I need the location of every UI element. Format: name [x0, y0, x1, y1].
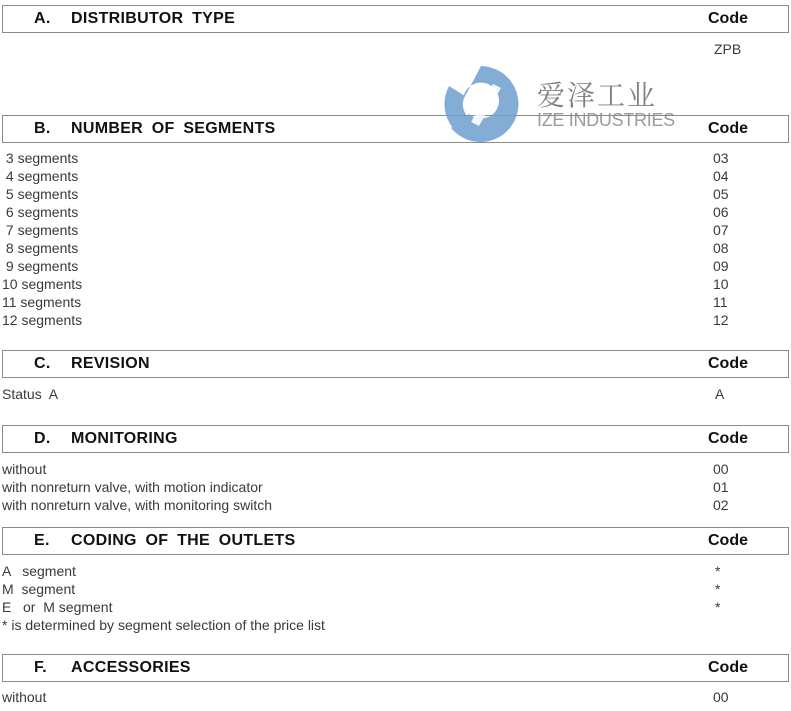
- code-value: 05: [713, 186, 729, 202]
- code-value: 08: [713, 240, 729, 256]
- section-b-row: [0, 167, 791, 185]
- option-label: without: [2, 689, 47, 705]
- section-letter: B.: [34, 120, 51, 137]
- section-e-row: [0, 562, 791, 580]
- code-column-header: Code: [708, 355, 748, 372]
- section-b-row: [0, 239, 791, 257]
- section-f-header: [2, 654, 789, 682]
- option-label: 4 segments: [2, 168, 79, 184]
- footnote-text: * is determined by segment selection of the price list: [2, 617, 325, 633]
- section-b-row: [0, 185, 791, 203]
- code-value: 00: [713, 689, 729, 705]
- option-label: 5 segments: [2, 186, 79, 202]
- code-value: 00: [713, 461, 729, 477]
- section-e-row: [0, 598, 791, 616]
- section-title: CODING OF THE OUTLETS: [71, 532, 296, 549]
- section-title: MONITORING: [71, 430, 178, 447]
- option-label: without: [2, 461, 47, 477]
- code-value: 06: [713, 204, 729, 220]
- section-a-header: [2, 5, 789, 33]
- option-label: 7 segments: [2, 222, 79, 238]
- option-label: E or M segment: [2, 599, 113, 615]
- code-column-header: Code: [708, 10, 748, 27]
- option-label: 12 segments: [2, 312, 83, 328]
- code-value: 04: [713, 168, 729, 184]
- code-value: 02: [713, 497, 729, 513]
- section-e-header: [2, 527, 789, 555]
- section-d-row: [0, 460, 791, 478]
- section-d-row: [0, 496, 791, 514]
- section-c-header: [2, 350, 789, 378]
- code-value: 11: [713, 294, 728, 310]
- code-value: *: [715, 563, 721, 579]
- option-label: A segment: [2, 563, 76, 579]
- option-label: 10 segments: [2, 276, 83, 292]
- section-letter: F.: [34, 659, 48, 676]
- code-value: ZPB: [714, 41, 742, 57]
- section-f-row: [0, 688, 791, 706]
- code-value: A: [715, 386, 725, 402]
- option-label: 3 segments: [2, 150, 79, 166]
- section-b-row: [0, 221, 791, 239]
- section-a-row: [0, 40, 791, 58]
- section-c-row: [0, 385, 791, 403]
- section-e-row: [0, 580, 791, 598]
- option-label: 8 segments: [2, 240, 79, 256]
- code-value: *: [715, 581, 721, 597]
- section-e-note: [0, 616, 791, 634]
- option-label: 9 segments: [2, 258, 79, 274]
- watermark-chinese-text: 爱泽工业: [537, 79, 658, 112]
- option-label: M segment: [2, 581, 76, 597]
- section-d-row: [0, 478, 791, 496]
- option-label: with nonreturn valve, with monitoring switch: [2, 497, 273, 513]
- code-value: 03: [713, 150, 729, 166]
- section-b-header: [2, 115, 789, 143]
- option-label: with nonreturn valve, with motion indicator: [2, 479, 263, 495]
- option-label: Status A: [2, 386, 59, 402]
- section-b-row: [0, 203, 791, 221]
- section-title: NUMBER OF SEGMENTS: [71, 120, 276, 137]
- section-b-row: [0, 275, 791, 293]
- section-d-header: [2, 425, 789, 453]
- section-letter: D.: [34, 430, 51, 447]
- code-column-header: Code: [708, 120, 748, 137]
- code-value: 10: [713, 276, 729, 292]
- code-value: 09: [713, 258, 729, 274]
- section-letter: C.: [34, 355, 51, 372]
- section-title: REVISION: [71, 355, 150, 372]
- code-value: 01: [713, 479, 729, 495]
- section-b-row: [0, 293, 791, 311]
- code-column-header: Code: [708, 659, 748, 676]
- code-column-header: Code: [708, 532, 748, 549]
- watermark-english-text: IZE INDUSTRIES: [537, 110, 675, 130]
- code-value: *: [715, 599, 721, 615]
- section-b-row: [0, 311, 791, 329]
- code-value: 07: [713, 222, 729, 238]
- section-letter: A.: [34, 10, 51, 27]
- option-label: 11 segments: [2, 294, 82, 310]
- section-b-row: [0, 149, 791, 167]
- option-label: 6 segments: [2, 204, 79, 220]
- section-title: ACCESSORIES: [71, 659, 191, 676]
- code-column-header: Code: [708, 430, 748, 447]
- section-letter: E.: [34, 532, 50, 549]
- section-b-row: [0, 257, 791, 275]
- section-title: DISTRIBUTOR TYPE: [71, 10, 236, 27]
- code-value: 12: [713, 312, 729, 328]
